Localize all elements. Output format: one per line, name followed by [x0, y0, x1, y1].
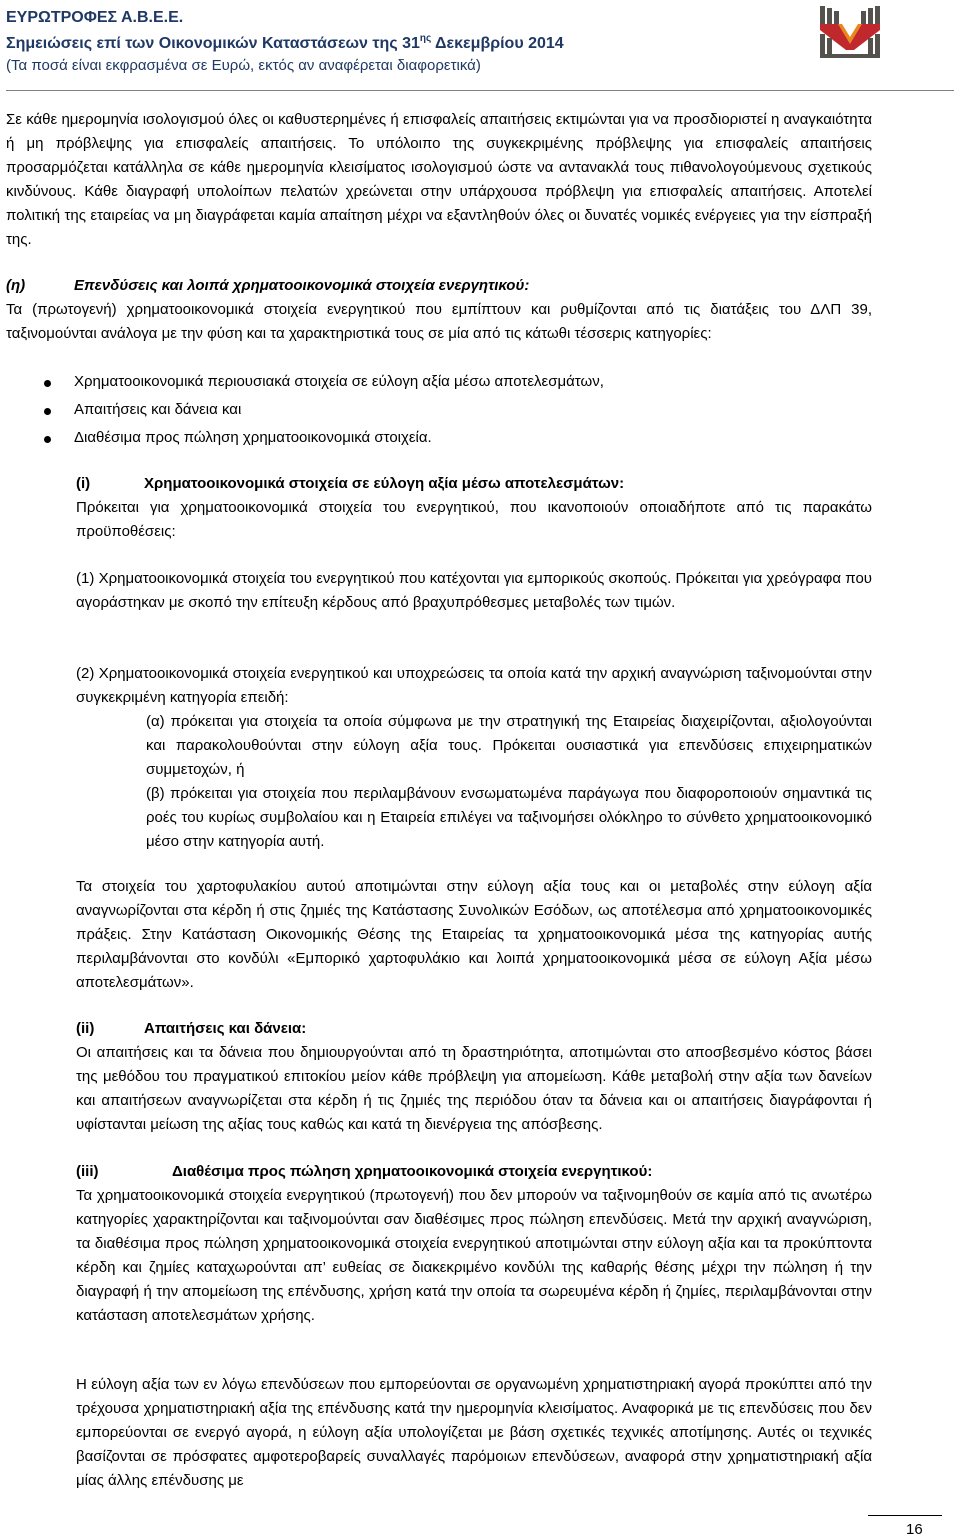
header-divider — [6, 90, 954, 91]
subsection-i-item-1: (1) Χρηματοοικονομικά στοιχεία του ενεργητικού που κατέχονται για εμπορικούς σκοπούς. Πρόκειται για χρεόγραφα που αγοράστηκαν με σκοπό την επίτευξη κέρδους από βραχυπρόθεσμες μεταβολές των τιμών. — [76, 570, 872, 611]
bullet-icon — [44, 436, 51, 443]
company-logo-icon — [818, 4, 882, 60]
bullet-icon — [44, 408, 51, 415]
subsection-ii-body: Οι απαιτήσεις και τα δάνεια που δημιουργούνται από τη δραστηριότητα, αποτιμώνται στο αποσβεσμένο κόστος βάσει της μεθόδου του πραγματικού επιτοκίου μείον κάθε πρόβλεψη για απομείωση. Κάθε μεταβολή στην αξία των δανείων και απαιτήσεων αναγνωρίζεται στα κέρδη ή τις ζημιές της περιόδου όταν τα δάνεια και οι απαιτήσεις διαγράφονται ή υφίστανται μείωση της αξίας τους καθώς και κατά τη διενέργεια της απόσβεσης. — [76, 1044, 872, 1133]
subsection-heading-ii: (ii) Απαιτήσεις και δάνεια: — [76, 1020, 307, 1037]
footer-divider — [868, 1515, 942, 1516]
intro-paragraph: Σε κάθε ημερομηνία ισολογισμού όλες οι καθυστερημένες ή επισφαλείς απαιτήσεις εκτιμώνται για να προσδιοριστεί η αναγκαιότητα ή μη πρόβλεψης για επισφαλείς απαιτήσεις. Το υπόλοιπο της συγκεκριμένης πρόβλεψης για επισφαλείς απαιτήσεις προσαρμόζεται κατάλληλα σε κάθε ημερομηνία κλεισίματος ισολογισμού ώστε να αντανακλά τους πιθανολογούμενους σχετικούς κινδύνους. Κάθε διαγραφή υπολοίπων πελατών χρεώνεται στην υπάρχουσα πρόβλεψη για επισφαλείς απαιτήσεις. Αποτελεί πολιτική της εταιρείας να μη διαγράφεται καμία απαίτηση μέχρι να εξαντληθούν όλες οι δυνατές νομικές ενέργειες για την είσπραξή της. — [6, 111, 872, 248]
subsection-i-item-2a: (α) πρόκειται για στοιχεία τα οποία σύμφωνα με την στρατηγική της Εταιρείας διαχειρίζονται, αξιολογούνται και παρακολουθούνται στην εύλογη αξία τους. Πρόκειται ουσιαστικά για επενδύσεις επιχειρηματικών συμμετοχών, ή — [146, 713, 872, 778]
page-header — [6, 8, 806, 77]
subsection-i-item-2: (2) Χρηματοοικονομικά στοιχεία ενεργητικού και υποχρεώσεις τα οποία κατά την αρχική αναγνώριση ταξινομούνται στην συγκεκριμένη κατηγορία επειδή: — [76, 665, 872, 706]
subsection-iii-body: Τα χρηματοοικονομικά στοιχεία ενεργητικού (πρωτογενή) που δεν μπορούν να ταξινομηθούν σε καμία από τις ανωτέρω κατηγορίες χαρακτηρίζονται και ταξινομούνται σαν διαθέσιμες προς πώληση επενδύσεις. Μετά την αρχική αναγνώριση, τα διαθέσιμα προς πώληση χρηματοοικονομικά στοιχεία ενεργητικού αποτιμώνται στην εύλογη αξία και τα προκύπτοντα κέρδη και ζημίες καταχωρούνται απ’ ευθείας σε διακεκριμένο κονδύλι της καθαρής θέσης μέχρι την πώληση ή την διαγραφή ή την απομείωση της επένδυσης, χρήση κατά την οποία τα σωρευμένα κέρδη ή ζημίες, περιλαμβάνονται στην κατάσταση αποτελεσμάτων χρήσης. — [76, 1187, 872, 1324]
subsection-i-item-2b: (β) πρόκειται για στοιχεία που περιλαμβάνουν ενσωματωμένα παράγωγα που διαφοροποιούν σημαντικά τις ροές του κυρίως συμβολαίου και η Εταιρεία επιλέγει να ταξινομήσει ολόκληρο το σύνθετο χρηματοοικονομικό μέσο στην κατηγορία αυτή. — [146, 785, 872, 850]
page-number: 16 — [906, 1521, 923, 1538]
section-body: Τα (πρωτογενή) χρηματοοικονομικά στοιχεία ενεργητικού που εμπίπτουν και ρυθμίζονται από τις διατάξεις του ΔΛΠ 39, ταξινομούνται ανάλογα με την φύση και τα χαρακτηριστικά τους σε μία από τις κάτωθι τέσσερις κατηγορίες: — [6, 301, 872, 342]
subsection-i-intro: Πρόκειται για χρηματοοικονομικά στοιχεία του ενεργητικού, που ικανοποιούν οποιαδήποτε από τις παρακάτω προϋποθέσεις: — [76, 499, 872, 540]
subsection-iii-fair-value: Η εύλογη αξία των εν λόγω επενδύσεων που εμπορεύονται σε οργανωμένη χρηματιστηριακή αγορά προκύπτει από την τρέχουσα χρηματιστηριακή αξία της επένδυσης κατά την ημερομηνία κλεισίματος. Αναφορικά με τις επενδύσεις που δεν εμπορεύονται σε ενεργό αγορά, η εύλογη αξία υπολογίζεται με βάση σχετικές τεχνικές αποτίμησης. Αυτές οι τεχνικές βασίζονται σε πρόσφατες αμφοτεροβαρείς συναλλαγές παρόμοιων επενδύσεων, αναφορά στην χρηματιστηριακή αξία μίας άλλης επένδυσης με — [76, 1376, 872, 1489]
document-subtitle: (Τα ποσά είναι εκφρασμένα σε Ευρώ, εκτός αν αναφέρεται διαφορετικά) — [6, 57, 481, 74]
subsection-i-valuation: Τα στοιχεία του χαρτοφυλακίου αυτού αποτιμώνται στην εύλογη αξία τους και οι μεταβολές στην εύλογη αξία αναγνωρίζονται στα κέρδη ή στις ζημιές της Κατάστασης Συνολικών Εσόδων, ως αποτέλεσμα από χρηματοοικονομικές πράξεις. Στην Κατάσταση Οικονομικής Θέσης της Εταιρείας τα χρηματοοικονομικά μέσα της κατηγορίας αυτής περιλαμβάνονται στο κονδύλι «Εμπορικό χαρτοφυλάκιο και λοιπά χρηματοοικονομικά μέσα σε εύλογη Αξία μέσω αποτελεσμάτων». — [76, 878, 872, 991]
section-heading: (η) Επενδύσεις και λοιπά χρηματοοικονομικά στοιχεία ενεργητικού: — [6, 277, 530, 294]
document-page: ΕΥΡΩΤΡΟΦΕΣ Α.Β.Ε.Ε. Σημειώσεις επί των Οικονομικών Καταστάσεων της $31^{\eta\varsigma}$ Δεκεμβρίου 2014 (Τα ποσά είναι εκφρασμένα σε Ευρώ, εκτός αν αναφέρεται διαφορετικά) Σε κάθε ημερομηνία ισολογισμού όλες οι καθυστερημένες ή επισφαλείς απαιτήσεις εκτιμώνται για να προσδιοριστεί η αναγκαιότητα ή μη πρόβλεψης για επισφαλείς απαιτήσεις. Το υπόλοιπο της συγκεκριμένης πρόβλεψης για επισφαλείς απαιτήσεις προσαρμόζεται κατάλληλα σε κάθε ημερομηνία κλεισίματος ισολογισμού ώστε να αντανακλά τους πιθανολογούμενους σχετικούς κινδύνους. Κάθε διαγραφή υπολοίπων πελατών χρεώνεται στην υπάρχουσα πρόβλεψη για επισφαλείς απαιτήσεις. Αποτελεί πολιτική της εταιρείας να μη διαγράφεται καμία απαίτηση μέχρι να εξαντληθούν όλες οι δυνατές νομικές ενέργειες για την είσπραξή της. (η) Επενδύσεις και λοιπά χρηματοοικονομικά στοιχεία ενεργητικού: Τα (πρωτογενή) χρηματοοικονομικά στοιχεία ενεργητικού που εμπίπτουν και ρυθμίζονται από τις διατάξεις του ΔΛΠ 39, ταξινομούνται ανάλογα με την φύση και τα χαρακτηριστικά τους σε μία από τις κάτωθι τέσσερις κατηγορίες: Χρηματοοικονομικά περιουσιακά στοιχεία σε εύλογη αξία μέσω αποτελεσμάτων, Απαιτήσεις και δάνεια και Διαθέσιμα προς πώληση χρηματοοικονομικά στοιχεία. (i) Χρηματοοικονομικά στοιχεία σε εύλογη αξία μέσω αποτελεσμάτων: Πρόκειται για χρηματοοικονομικά στοιχεία του ενεργητικού, που ικανοποιούν οποιαδήποτε από τις παρακάτω προϋποθέσεις: (1) Χρηματοοικονομικά στοιχεία του ενεργητικού που κατέχονται για εμπορικούς σκοπούς. Πρόκειται για χρεόγραφα που αγοράστηκαν με σκοπό την επίτευξη κέρδους από βραχυπρόθεσμες μεταβολές των τιμών. (2) Χρηματοοικονομικά στοιχεία ενεργητικού και υποχρεώσεις τα οποία κατά την αρχική αναγνώριση ταξινομούνται στην συγκεκριμένη κατηγορία επειδή: (α) πρόκειται για στοιχεία τα οποία σύμφωνα με την στρατηγική της Εταιρείας διαχειρίζονται, αξιολογούνται και παρακολουθούνται στην εύλογη αξία τους. Πρόκειται ουσιαστικά για επενδύσεις επιχειρηματικών συμμετοχών, ή (β) πρόκειται για στοιχεία που περιλαμβάνουν ενσωματωμένα παράγωγα που διαφοροποιούν σημαντικά τις ροές του κυρίως συμβολαίου και η Εταιρεία επιλέγει να ταξινομήσει ολόκληρο το σύνθετο χρηματοοικονομικό μέσο στην κατηγορία αυτή. Τα στοιχεία του χαρτοφυλακίου αυτού αποτιμώνται στην εύλογη αξία τους και οι μεταβολές στην εύλογη αξία αναγνωρίζονται στα κέρδη ή στις ζημιές της Κατάστασης Συνολικών Εσόδων, ως αποτέλεσμα από χρηματοοικονομικές πράξεις. Στην Κατάσταση Οικονομικής Θέσης της Εταιρείας τα χρηματοοικονομικά μέσα της κατηγορίας αυτής περιλαμβάνονται στο κονδύλι «Εμπορικό χαρτοφυλάκιο και λοιπά χρηματοοικονομικά μέσα σε εύλογη Αξία μέσω αποτελεσμάτων». (ii) Απαιτήσεις και δάνεια: Οι απαιτήσεις και τα δάνεια που δημιουργούνται από τη δραστηριότητα, αποτιμώνται στο αποσβεσμένο κόστος βάσει της μεθόδου του πραγματικού επιτοκίου μείον κάθε πρόβλεψη για απομείωση. Κάθε μεταβολή στην αξία των δανείων και απαιτήσεων αναγνωρίζεται στα κέρδη ή τις ζημιές της περιόδου όταν τα δάνεια και οι απαιτήσεις διαγράφονται ή υφίστανται μείωση της αξίας τους καθώς και κατά τη διενέργεια της απόσβεσης. (iii) Διαθέσιμα προς πώληση χρηματοοικονομικά στοιχεία ενεργητικού: Τα χρηματοοικονομικά στοιχεία ενεργητικού (πρωτογενή) που δεν μπορούν να ταξινομηθούν σε καμία από τις ανωτέρω κατηγορίες χαρακτηρίζονται και ταξινομούνται σαν διαθέσιμες προς πώληση επενδύσεις. Μετά την αρχική αναγνώριση, τα διαθέσιμα προς πώληση χρηματοοικονομικά στοιχεία ενεργητικού αποτιμώνται στην εύλογη αξία και τα προκύπτοντα κέρδη και ζημίες καταχωρούνται απ’ ευθείας σε διακεκριμένο κονδύλι της καθαρής θέσης μέχρι την πώληση ή την διαγραφή ή την απομείωση της επένδυσης, χρήση κατά την οποία τα σωρευμένα κέρδη ή ζημίες, περιλαμβάνονται στην κατάσταση αποτελεσμάτων χρήσης. Η εύλογη αξία των εν λόγω επενδύσεων που εμπορεύονται σε οργανωμένη χρηματιστηριακή αγορά προκύπτει από την τρέχουσα χρηματιστηριακή αξία της επένδυσης κατά την ημερομηνία κλεισίματος. Αναφορικά με τις επενδύσεις που δεν εμπορεύονται σε ενεργό αγορά, η εύλογη αξία υπολογίζεται με βάση σχετικές τεχνικές αποτίμησης. Αυτές οι τεχνικές βασίζονται σε πρόσφατες αμφοτεροβαρείς συναλλαγές παρόμοιων επενδύσεων, αναφορά στην χρηματιστηριακή αξία μίας άλλης επένδυσης με 16 — [0, 0, 960, 1540]
bullet-icon — [44, 380, 51, 387]
subsection-heading-i: (i) Χρηματοοικονομικά στοιχεία σε εύλογη αξία μέσω αποτελεσμάτων: — [76, 475, 625, 492]
company-name: ΕΥΡΩΤΡΟΦΕΣ Α.Β.Ε.Ε. — [6, 9, 184, 26]
document-title: Σημειώσεις επί των Οικονομικών Καταστάσεων της $31^{\eta\varsigma}$ Δεκεμβρίου 2014 — [6, 33, 564, 52]
subsection-heading-iii: (iii) Διαθέσιμα προς πώληση χρηματοοικονομικά στοιχεία ενεργητικού: — [76, 1163, 653, 1180]
